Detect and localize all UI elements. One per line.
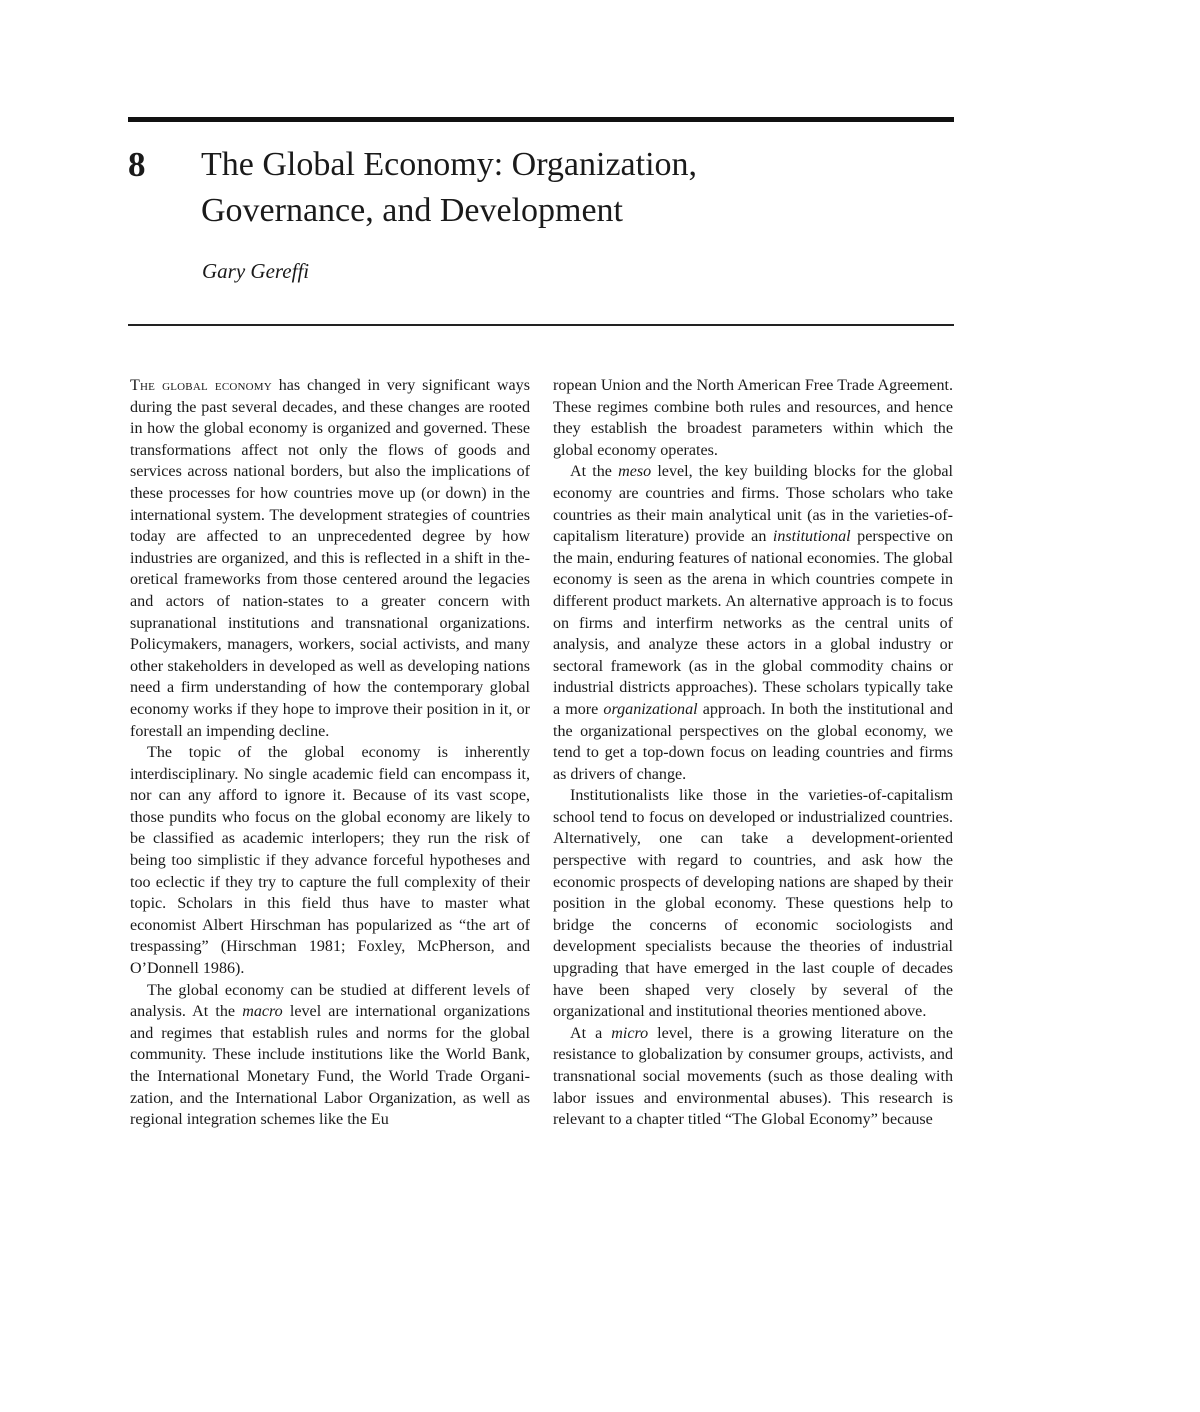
emphasis-institutional: institutional <box>772 528 851 546</box>
emphasis-micro: micro <box>611 1024 649 1042</box>
paragraph-4-text-d: approach. In both the institutional and the organizational perspectives on the global economy, we tend to get a top-down focus on leading countries and firms as drivers of change. <box>553 700 953 783</box>
right-column <box>553 375 953 1131</box>
paragraph-1-text: has changed in very significant ways during the past several decades, and these changes are rooted in how the global economy is organized and governed. These transformations affect not only the flows of goods and services across national borders, but also the implications of these processes for how countries move up (or down) in the international system. The development strategies of countries today are affected to an unprecedented degree by how industries are organized, and this is reflected in a shift in theoretical frameworks from those centered around the legacies and actors of nation-states to a greater concern with supranational institutions and transnational organizations. Policymakers, managers, workers, social activists, and many other stakeholders in developed as well as developing nations need a firm understanding of how the contemporary global economy works if they hope to improve their position in it, or forestall an impending decline. <box>130 377 530 740</box>
chapter-title-line-2: Governance, and Development <box>201 192 623 229</box>
left-column <box>130 375 530 1131</box>
paragraph-3-continued: ropean Union and the North American Free Trade Agreement. These regimes combine both rules and resources, and hence they establish the broadest parameters within which the global economy operates. <box>553 377 953 459</box>
paragraph-3-text-b: level are international organizations and regimes that establish rules and norms for the global community. These include institutions like the World Bank, the International Monetary Fund, the World Trade Organization, and the International Labor Organization, as well as regional integration schemes like the Eu <box>130 1003 531 1129</box>
paragraph-4 <box>553 461 953 785</box>
header-divider <box>128 324 954 326</box>
paragraph-5: Institutionalists like those in the varieties-of-capitalism school tend to focus on developed or industrialized countries. Alternatively, one can take a development-oriented perspective with regard to countries, and ask how the economic prospects of developing nations are shaped by their position in the global economy. These questions help to bridge the concerns of economic sociologists and development specialists because the theories of industrial upgrading that have emerged in the last couple of decades have been shaped very closely by several of the organizational and institutional theories mentioned above. <box>553 787 953 1021</box>
paragraph-2: The topic of the global economy is inherently interdisciplinary. No single academic field can encompass it, nor can any afford to ignore it. Because of its vast scope, those pundits who focus on the global economy are likely to be classified as academic interlopers; they run the risk of being too simplistic if they advance forceful hypotheses and too eclectic if they try to capture the full complexity of their topic. Scholars in this field thus have to master what economist Albert Hirschman has popularized as “the art of trespassing” (Hirschman 1981; Foxley, McPherson, and O’Donnell 1986). <box>130 744 530 978</box>
chapter-title <box>201 142 901 234</box>
lead-in-smallcaps: The global economy <box>130 377 272 394</box>
paragraph-4-text-a: At the <box>570 463 619 481</box>
author-name: Gary Gereffi <box>202 259 310 283</box>
paragraph-4-text-b: level, the key building blocks for the global economy are countries and firms. Those scholars who take countries as their main analytical unit (as in the varieties-of-capitalism literature) provide an <box>553 463 953 546</box>
paragraph-3 <box>130 980 530 1131</box>
paragraph-6-text-b: level, there is a growing literature on the resistance to globalization by consumer groups, activists, and transnational social movements (such as those dealing with labor issues and environmental abuses). This research is relevant to a chapter titled “The Global Economy” because <box>553 1024 953 1129</box>
chapter-number: 8 <box>128 145 146 184</box>
paragraph-1 <box>130 375 530 742</box>
top-rule <box>128 117 954 122</box>
emphasis-macro: macro <box>242 1003 283 1021</box>
paragraph-6 <box>553 1023 953 1131</box>
chapter-title-line-1: The Global Economy: Organization, <box>201 146 698 183</box>
emphasis-meso: meso <box>618 463 652 481</box>
paragraph-6-text-a: At a <box>570 1024 612 1042</box>
emphasis-organizational: organizational <box>603 700 698 718</box>
paragraph-4-text-c: perspective on the main, enduring features of national economies. The global economy is seen as the arena in which countries compete in different product markets. An alternative approach is to focus on firms and interfirm networks as the central units of analysis, and analyze these actors in a global industry or sectoral framework (as in the global commodity chains or industrial districts approaches). These scholars typically take a more <box>553 528 954 718</box>
paragraph-3-text-a: The global economy can be studied at different levels of analysis. At the <box>130 981 530 1021</box>
